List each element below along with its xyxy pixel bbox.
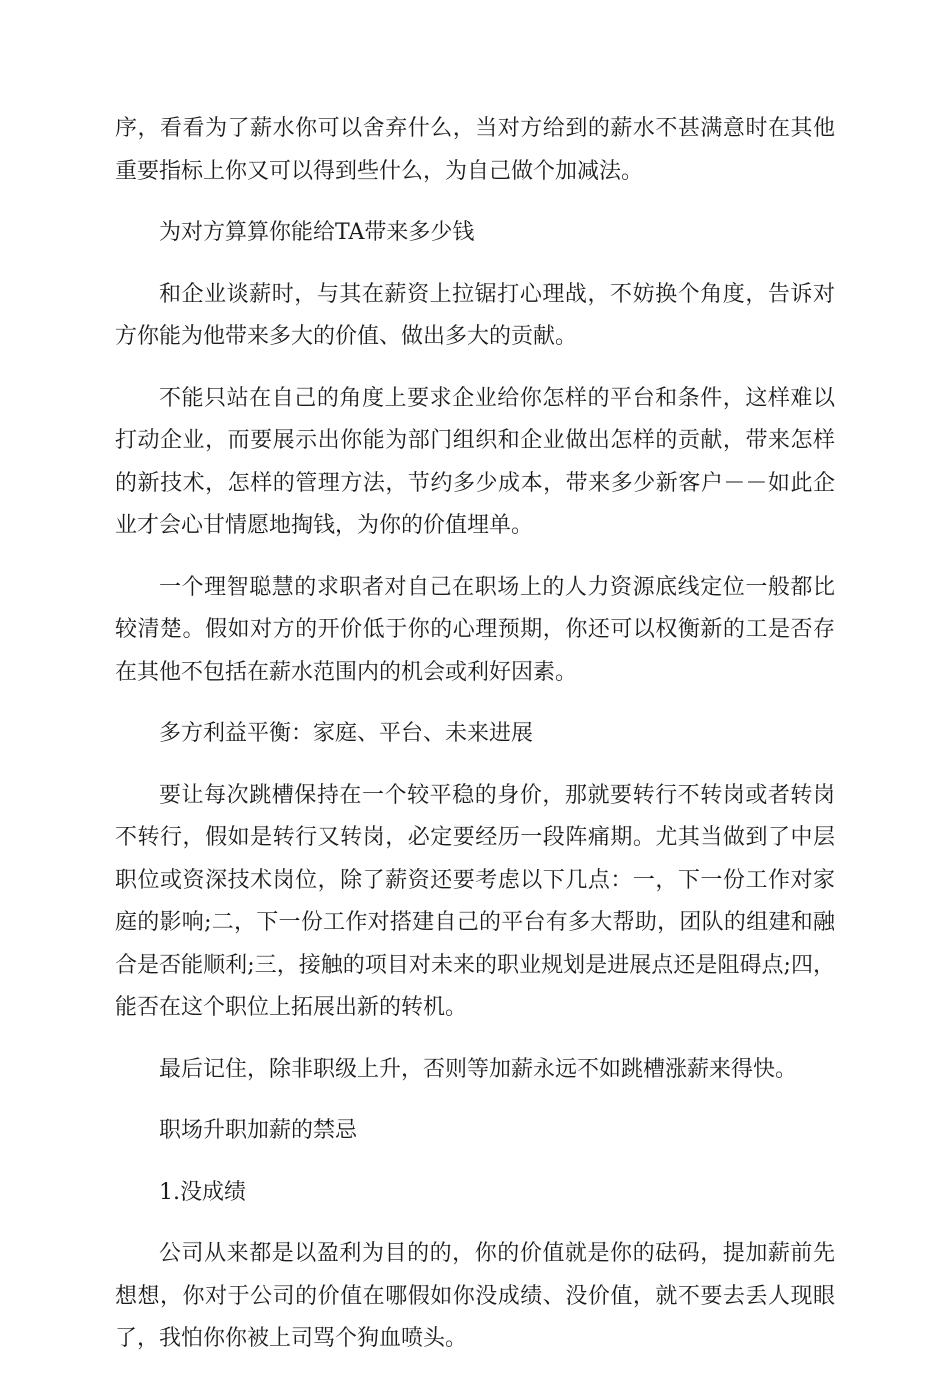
paragraph: 要让每次跳槽保持在一个较平稳的身价，那就要转行不转岗或者转岗不转行，假如是转行又转岗，必定要经历一段阵痛期。尤其当做到了中层职位或资深技术岗位，除了薪资还要考虑以下几点：一，下一份工作对家庭的影响;二，下一份工作对搭建自己的平台有多大帮助，团队的组建和融合是否能顺利;三，接触的项目对未来的职业规划是进展点还是阻碍点;四，能否在这个职位上拓展出新的转机。 — [115, 782, 835, 1020]
paragraph: 不能只站在自己的角度上要求企业给你怎样的平台和条件，这样难以打动企业，而要展示出你能为部门组织和企业做出怎样的贡献，带来怎样的新技术，怎样的管理方法，节约多少成本，带来多少新客户－－如此企业才会心甘情愿地掏钱，为你的价值埋单。 — [115, 385, 835, 538]
section-heading-balance: 多方利益平衡：家庭、平台、未来进展 — [159, 721, 534, 746]
section-heading-value: 为对方算算你能给TA带来多少钱 — [159, 220, 475, 245]
list-heading-no-results: 1.没成绩 — [159, 1179, 246, 1205]
paragraph: 公司从来都是以盈利为目的的，你的价值就是你的砝码，提加薪前先想想，你对于公司的价值在哪假如你没成绩、没价值，就不要去丢人现眼了，我怕你你被上司骂个狗血喷头。 — [115, 1241, 835, 1351]
paragraph: 一个理智聪慧的求职者对自己在职场上的人力资源底线定位一般都比较清楚。假如对方的开价低于你的心理预期，你还可以权衡新的工是否存在其他不包括在薪水范围内的机会或利好因素。 — [115, 574, 835, 685]
section-heading-taboos: 职场升职加薪的禁忌 — [159, 1118, 358, 1143]
paragraph: 和企业谈薪时，与其在薪资上拉锯打心理战，不妨换个角度，告诉对方你能为他带来多大的价值、做出多大的贡献。 — [115, 281, 835, 349]
paragraph-continued: 序，看看为了薪水你可以舍弃什么，当对方给到的薪水不甚满意时在其他重要指标上你又可以得到些什么，为自己做个加减法。 — [115, 116, 835, 184]
document-body — [115, 108, 835, 1380]
paragraph: 最后记住，除非职级上升，否则等加薪永远不如跳槽涨薪来得快。 — [159, 1056, 798, 1082]
